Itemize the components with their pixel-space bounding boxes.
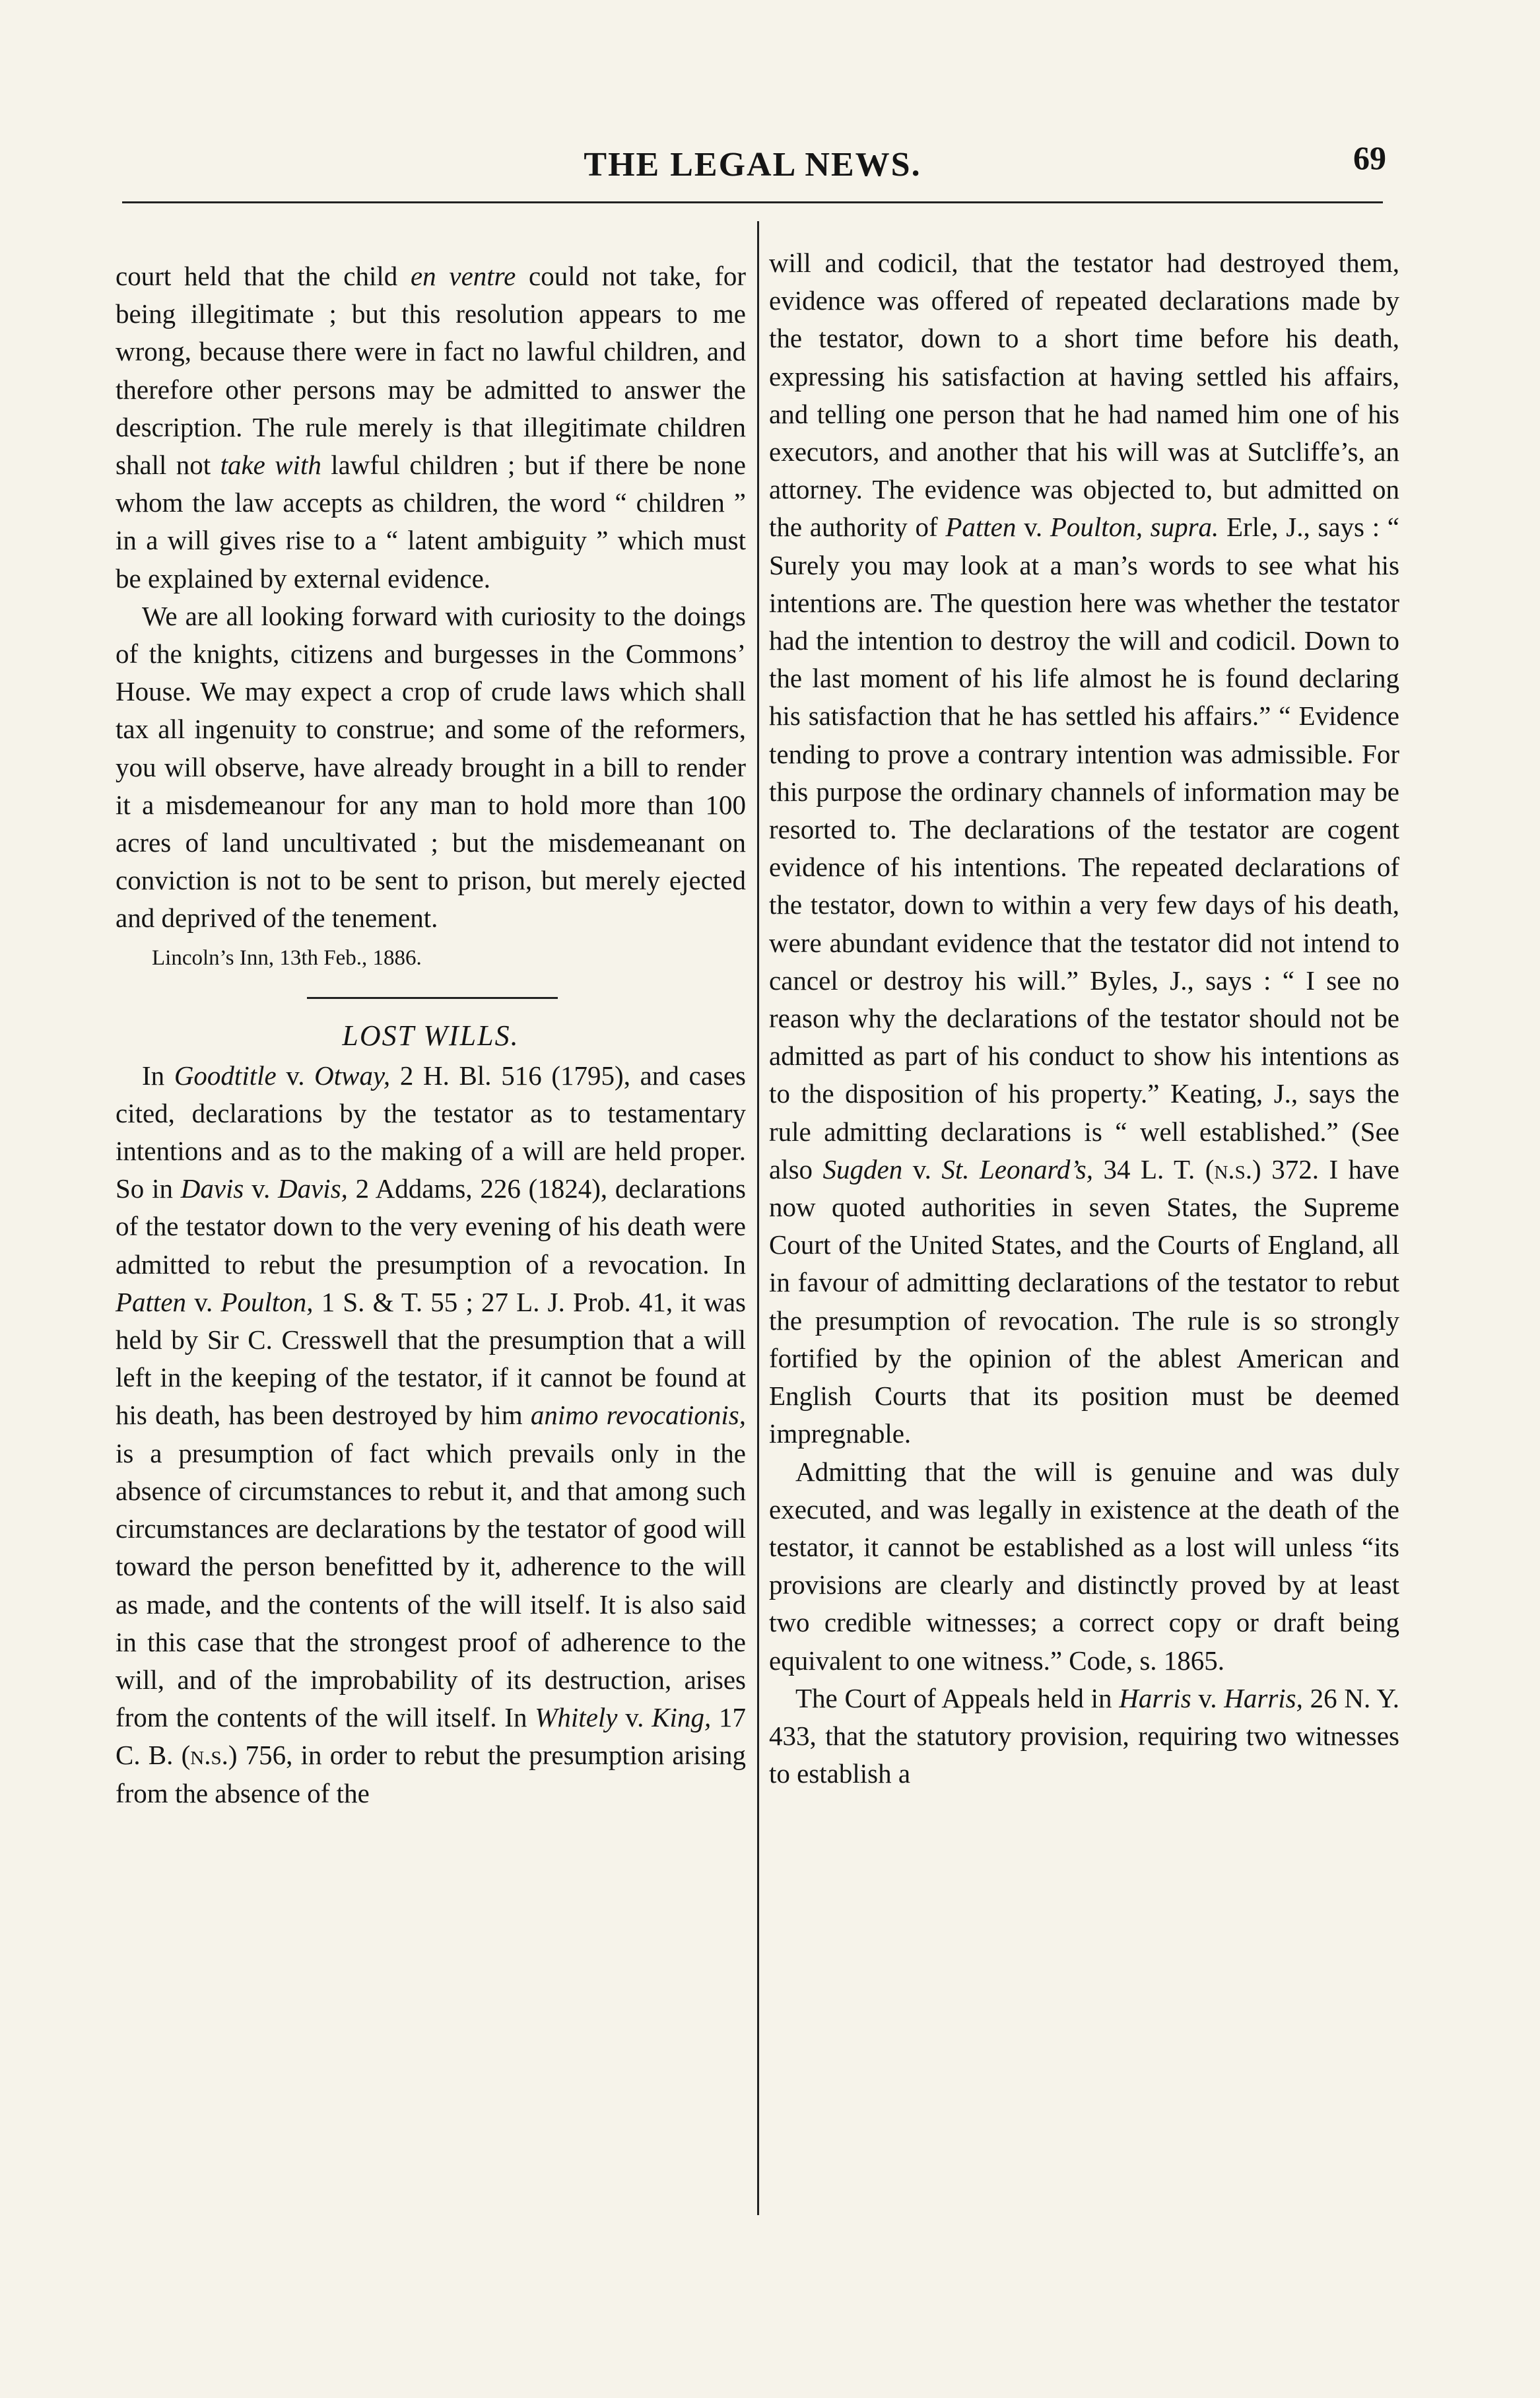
- header-rule: [122, 201, 1383, 203]
- section-title: LOST WILLS.: [342, 1019, 519, 1052]
- dateline: Lincoln’s Inn, 13th Feb., 1886.: [152, 945, 422, 970]
- paragraph: The Court of Appeals held in Harris v. Harris, 26 N. Y. 433, that the statutory provision, requiring two witnesses to establish a: [769, 1682, 1400, 1789]
- column-divider: [757, 221, 759, 2215]
- left-column: [116, 257, 746, 1812]
- paragraph: court held that the child en ventre could not take, for being illegitimate ; but this resolution appears to me wrong, because there were in fact no lawful children, and therefore other persons may be admitted to answer the description. The rule merely is that illegitimate children shall not take with lawful children ; but if there be none whom the law accepts as children, the word “ children ” in a will gives rise to a “ latent ambiguity ” which must be explained by external evidence.: [116, 261, 746, 594]
- paragraph: In Goodtitle v. Otway, 2 H. Bl. 516 (1795), and cases cited, declarations by the testator as to testamentary intentions and as to the making of a will are held proper. So in Davis v. Davis, 2 Addams, 226 (1824), declarations of the testator down to the very evening of his death were admitted to rebut the presumption of a revocation. In Patten v. Poulton, 1 S. & T. 55 ; 27 L. J. Prob. 41, it was held by Sir C. Cresswell that the presumption that a will left in the keeping of the testator, if it cannot be found at his death, has been destroyed by him animo revocationis, is a presumption of fact which prevails only in the absence of circumstances to rebut it, and that among such circumstances are declarations by the testator of good will toward the person benefitted by it, adherence to the will as made, and the contents of the will itself. It is also said in this case that the strongest proof of adherence to the will, and of the improbability of its destruction, arises from the contents of the will itself. In Whitely v. King, 17 C. B. (n.s.) 756, in order to rebut the presumption arising from the absence of the: [116, 1060, 747, 1808]
- page-header: [119, 132, 1386, 191]
- page-number: 69: [1353, 139, 1386, 176]
- paragraph: Admitting that the will is genuine and was duly executed, and was legally in existence at the death of the testator, it cannot be established as a lost will unless “its provisions are clearly and distinctly proved by at least two credible witnesses; a correct copy or draft being equivalent to one witness.” Code, s. 1865.: [769, 1456, 1399, 1676]
- paragraph: will and codicil, that the testator had destroyed them, evidence was offered of repeated declarations made by the testator, down to a short time before his death, expressing his satisfaction at having settled his affairs, and telling one person that he had named him one of his executors, and another that his will was at Sutcliffe’s, an attorney. The evidence was objected to, but admitted on the authority of Patten v. Poulton, supra. Erle, J., says : “ Surely you may look at a man’s words to see what his intentions are. The question here was whether the testator had the intention to destroy the will and codicil. Down to the last moment of his life almost he is found declaring his satisfaction that he has settled his affairs.” “ Evidence tending to prove a contrary intention was admissible. For this purpose the ordinary channels of information may be resorted to. The declarations of the testator are cogent evidence of his intentions. The repeated declarations of the testator, down to within a very few days of his death, were abundant evidence that the testator did not intend to cancel or destroy his will.” Byles, J., says : “ I see no reason why the declarations of the testator should not be admitted as part of his conduct to show his intentions as to the disposition of his property.” Keating, J., says the rule admitting declarations is “ well established.” (See also Sugden v. St. Leonard’s, 34 L. T. (n.s.) 372. I have now quoted authorities in seven States, the Supreme Court of the United States, and the Courts of England, all in favour of admitting declarations of the testator to rebut the presumption of revocation. The rule is so strongly fortified by the opinion of the ablest American and English Courts that its position must be deemed impregnable.: [769, 248, 1399, 1449]
- section-rule: [307, 997, 558, 999]
- right-column: [769, 244, 1399, 1793]
- paragraph: We are all looking forward with curiosity to the doings of the knights, citizens and burgesses in the Commons’ House. We may expect a crop of crude laws which shall tax all ingenuity to construe; and some of the reformers, you will observe, have already brought in a bill to render it a misdemeanour for any man to hold more than 100 acres of land uncultivated ; but the misdemeanant on conviction is not to be sent to prison, but merely ejected and deprived of the tenement.: [116, 600, 746, 934]
- running-title: THE LEGAL NEWS.: [584, 146, 921, 184]
